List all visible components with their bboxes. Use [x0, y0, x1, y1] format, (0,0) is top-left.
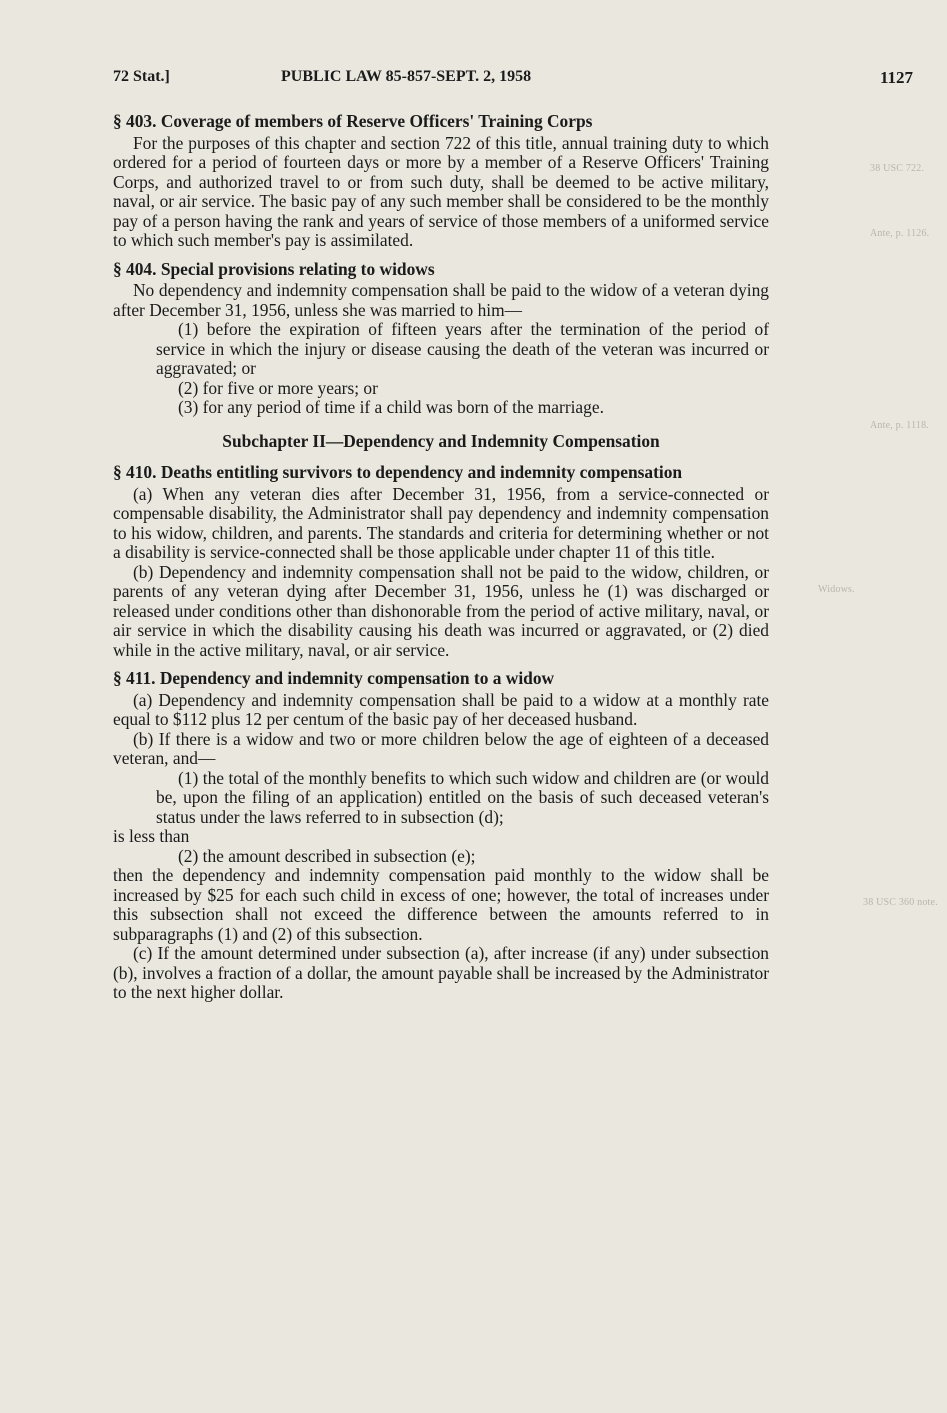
paragraph: (a) Dependency and indemnity compensation shall be paid to a widow at a monthly rate equal to $112 plus 12 per centum of the basic pay of her deceased husband. [113, 689, 769, 729]
section-heading: § 410. Deaths entitling survivors to dependency and indemnity compensation [113, 462, 683, 482]
section-heading: § 411. Dependency and indemnity compensation to a widow [113, 668, 555, 688]
statute-reference: 72 Stat.] [113, 68, 170, 85]
list-item: (2) the amount described in subsection (e); [178, 845, 476, 866]
list-item: (1) the total of the monthly benefits to which such widow and children are (or would be, upon the filing of an application) entitled on the basis of such deceased veteran's status under the laws referred to in subsection (d); [156, 767, 769, 827]
paragraph: (b) Dependency and indemnity compensation shall not be paid to the widow, children, or parents of any veteran dying after December 31, 1956, unless he (1) was discharged or released under conditions other than dishonorable from the period of active military, naval, or air service in which the disability causing his death was incurred or aggravated, or (2) died while in the active military, naval, or air service. [113, 561, 769, 660]
section-heading: § 403. Coverage of members of Reserve Officers' Training Corps [113, 111, 593, 131]
margin-note: 38 USC 360 note. [863, 897, 938, 908]
paragraph: then the dependency and indemnity compensation paid monthly to the widow shall be increased by $25 for each such child in excess of one; however, the total of increases under this subsection shall not exceed the difference between the amounts referred to in subparagraphs (1) and (2) of this subsection. [113, 865, 769, 944]
list-item: (1) before the expiration of fifteen years after the termination of the period of service in which the injury or disease causing the death of the veteran was incurred or aggravated; or [156, 319, 769, 378]
margin-note: Widows. [818, 584, 855, 595]
section-heading: § 404. Special provisions relating to widows [113, 258, 435, 279]
page-number: 1127 [879, 68, 913, 87]
paragraph: No dependency and indemnity compensation shall be paid to the widow of a veteran dying after December 31, 1956, unless she was married to him— [113, 280, 769, 320]
paragraph: (b) If there is a widow and two or more children below the age of eighteen of a deceased veteran, and— [113, 728, 769, 768]
paragraph: (a) When any veteran dies after December 31, 1956, from a service-connected or compensable disability, the Administrator shall pay dependency and indemnity compensation to his widow, children, and parents. The standards and criteria for determining whether or not a disability is service-connected shall be those applicable under chapter 11 of this title. [113, 483, 769, 562]
margin-note: Ante, p. 1126. [870, 228, 930, 239]
subchapter-heading: Subchapter II—Dependency and Indemnity Compensation [222, 430, 660, 451]
list-item: (3) for any period of time if a child was born of the marriage. [178, 397, 604, 417]
law-text [113, 112, 769, 1003]
running-header [113, 68, 913, 90]
paragraph: (c) If the amount determined under subsection (a), after increase (if any) under subsection (b), involves a fraction of a dollar, the amount payable shall be increased by the Administrator to the next higher dollar. [113, 943, 769, 1002]
list-item: (2) for five or more years; or [178, 377, 378, 398]
paragraph: is less than [113, 826, 190, 846]
margin-note: Ante, p. 1118. [870, 420, 929, 431]
margin-note: 38 USC 722. [870, 163, 925, 174]
header-title: PUBLIC LAW 85-857-SEPT. 2, 1958 [281, 68, 532, 85]
paragraph: For the purposes of this chapter and section 722 of this title, annual training duty to which ordered for a period of fourteen days or more by a member of a Reserve Officers' Training Corps, and authorized travel to or from such duty, shall be deemed to be active military, naval, or air service. The basic pay of any such member shall be considered to be the monthly pay of a person having the rank and years of service of those members of a uniformed service to which such member's pay is assimilated. [113, 132, 769, 250]
